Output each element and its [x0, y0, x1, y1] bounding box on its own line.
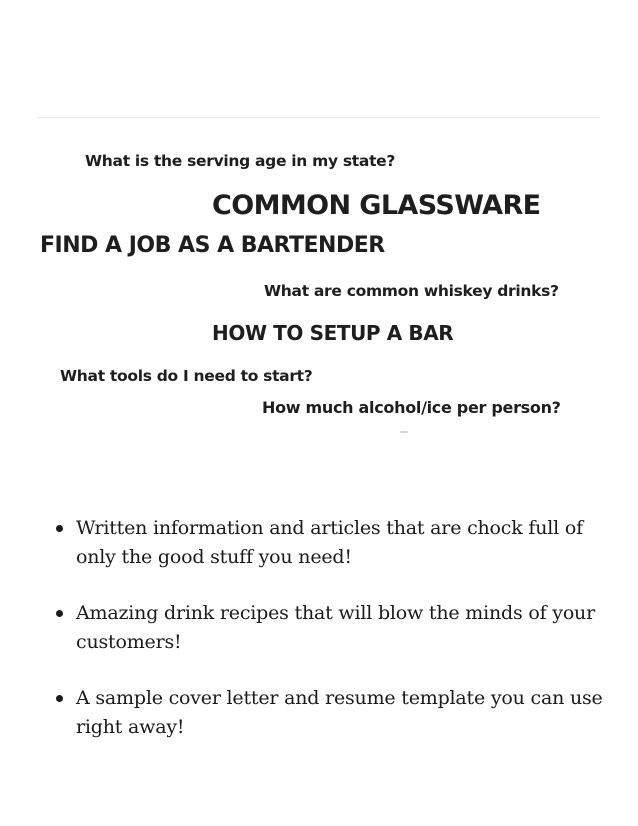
- heading-find-job: FIND A JOB AS A BARTENDER: [40, 233, 385, 258]
- list-item-text: A sample cover letter and resume template you can use right away!: [76, 687, 603, 738]
- question-whiskey-drinks: What are common whiskey drinks?: [264, 282, 559, 300]
- feature-list: [0, 514, 638, 769]
- question-tools: What tools do I need to start?: [60, 367, 313, 385]
- bullet-icon: [56, 695, 63, 702]
- question-serving-age: What is the serving age in my state?: [85, 152, 396, 170]
- list-item-text: Amazing drink recipes that will blow the minds of your customers!: [76, 602, 595, 653]
- decorative-mark: [400, 431, 408, 433]
- list-item-text: Written information and articles that are chock full of only the good stuff you need!: [76, 517, 583, 568]
- heading-common-glassware: COMMON GLASSWARE: [212, 190, 541, 221]
- question-alcohol-ice: How much alcohol/ice per person?: [262, 398, 561, 417]
- list-item: [0, 599, 638, 657]
- list-item: [0, 684, 638, 742]
- bullet-icon: [56, 525, 63, 532]
- divider-line: [38, 117, 600, 118]
- list-item: [0, 514, 638, 572]
- bullet-icon: [56, 610, 63, 617]
- heading-setup-bar: HOW TO SETUP A BAR: [212, 321, 454, 345]
